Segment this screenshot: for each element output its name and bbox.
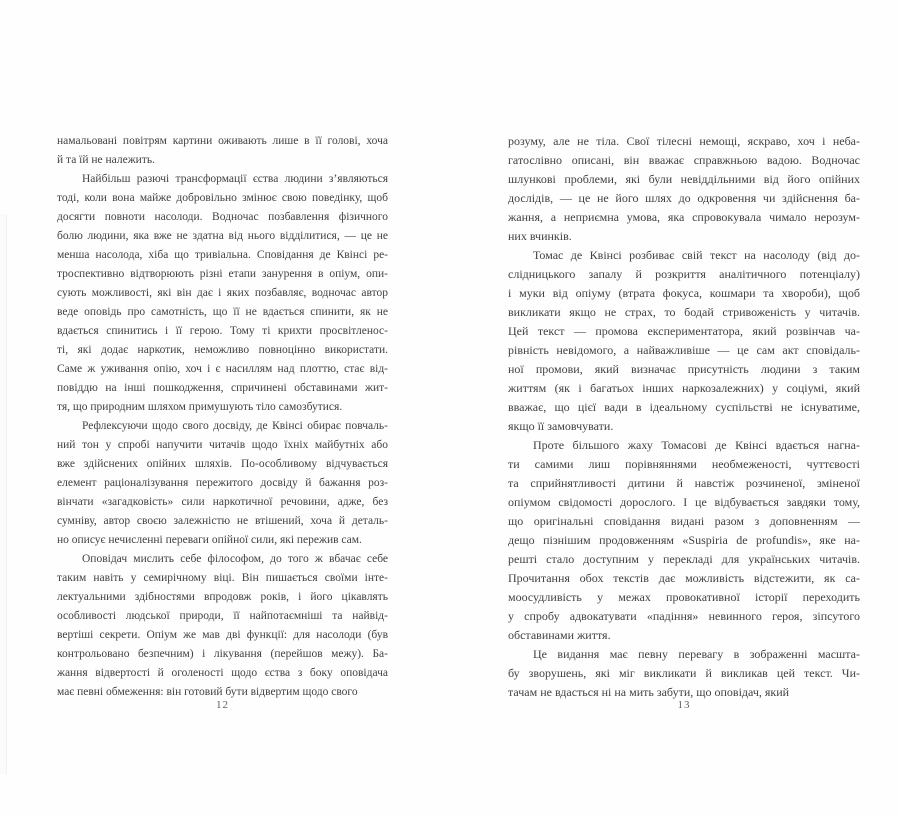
paragraph: [57, 550, 388, 702]
text-line: повіддю на інші пошкодження, спричинені обставинами жит-: [57, 382, 388, 394]
text-line: вертіші секрети. Опіум же мав дві функції: для насолоди (був: [57, 629, 388, 641]
paragraph: [57, 417, 388, 550]
paragraph: [508, 132, 860, 246]
paragraph: [57, 132, 388, 170]
text-line: Це видання має певну перевагу в зображенні масшта-: [533, 647, 860, 661]
text-line: вінчати «загадковість» сили наркотичної речовини, адже, без: [57, 496, 388, 508]
text-line: жання відвертості й оголеності щодо єства з боку оповідача: [57, 667, 388, 679]
paragraph: [508, 645, 860, 702]
text-line: й та їй не належить.: [57, 154, 155, 166]
text-line: вважає, що цієї вади в ідеальному суспільстві не існуватиме,: [508, 400, 860, 414]
text-line: Саме ж уживання опію, хоч і є насиллям над плоттю, стає від-: [57, 363, 388, 375]
text-line: досягти повноти насолоди. Водночас позбавлення фізичного: [57, 211, 388, 223]
text-line: бу зворушень, які міг викликати й викликав цей текст. Чи-: [508, 666, 860, 680]
text-line: Прочитання обох текстів дає можливість відстежити, як са-: [508, 571, 860, 585]
text-line: Проте більшого жаху Томасові де Квінсі вдається нагна-: [533, 438, 860, 452]
paragraph: [508, 436, 860, 645]
text-line: ної промови, який визначає присутність людини з таким: [508, 362, 860, 376]
text-line: жання, а неприємна умова, яка спровокувала чимало нерозум-: [508, 210, 860, 224]
text-line: Цей текст — промова експериментатора, який розвінчав ча-: [508, 324, 860, 338]
text-line: ті, які додає наркотик, неможливо повноцінно використати.: [57, 344, 388, 356]
text-line: особливості людської природи, її найпотаємніші та найвід-: [57, 610, 388, 622]
text-line: Рефлексуючи щодо свого досвіду, де Квінсі обирає повчаль-: [82, 420, 388, 432]
text-line: гатослівно описані, він вважає справжньою вадою. Водночас: [508, 153, 860, 167]
text-line: веде оповідь про самотність, що її не вдається спинити, як не: [57, 306, 388, 318]
paragraph: [508, 246, 860, 436]
text-line: і муки від опіуму (втрата фокуса, кошмари та хвороби), щоб: [508, 286, 860, 300]
text-line: тоді, коли вона майже добровільно змінює свою поведінку, щоб: [57, 192, 388, 204]
text-line: тачам не вдасться ні на мить забути, що оповідач, який: [508, 685, 790, 699]
text-line: сують можливості, які він дає і яких позбавляє, водночас автор: [57, 287, 388, 299]
text-line: контрольовано безпечним) і лікування (перейшов межу). Ба-: [57, 648, 388, 660]
text-line: решті стало доступним у перекладі для українських читачів.: [508, 552, 860, 566]
text-line: якщо її замовчувати.: [508, 419, 614, 433]
text-line: вже здійснених опійних шляхів. По-особливому відчувається: [57, 458, 388, 470]
text-line: опіумом свідомості дорослого. І це відбувається завдяки тому,: [508, 495, 860, 509]
text-line: троспективно відтворюють різні етапи занурення в опіум, опи-: [57, 268, 388, 280]
page-edge-shadow: [0, 214, 7, 774]
text-line: Томас де Квінсі розбиває свій текст на насолоду (від до-: [533, 248, 860, 262]
page-number-left: 12: [216, 699, 229, 711]
text-line: шлункові проблеми, які були невіддільними від його опійних: [508, 172, 860, 186]
text-line: лектуальними здібностями впродовж років, і його цікавлять: [57, 591, 388, 603]
text-line: ний тон у спробі напучити читачів щодо їхніх майбутніх або: [57, 439, 388, 451]
text-line: дослідів, — це не його шлях до одкровення чи здійснення ба-: [508, 191, 860, 205]
text-line: розуму, але не тіла. Свої тілесні немощі, яскраво, хоч і неба-: [508, 134, 860, 148]
text-line: що оригінальні сповідання видані разом з доповненням —: [508, 514, 860, 528]
text-line: викликати якщо не страх, то бодай стривоженість у читачів.: [508, 305, 860, 319]
text-line: вдається спинитись і її герою. Тому ті крихти просвітленос-: [57, 325, 388, 337]
text-line: таким навіть у семирічному віці. Він пишається своїми інте-: [57, 572, 388, 584]
text-line: рівність невідомого, а найважливіше — це сам акт сповідаль-: [508, 343, 860, 357]
text-line: тя, що природним шляхом примушують тіло самозбутися.: [57, 401, 343, 413]
text-line: дещо пізнішим продовженням «Suspiria de profundis», яке на-: [508, 533, 860, 547]
text-line: сумніву, автор своєю залежністю не втішений, хоча й деталь-: [57, 515, 388, 527]
text-line: та сприйнятливості дитини й навстіж розчиненої, зміненої: [508, 476, 860, 490]
text-line: слідницького запалу й розкриття аналітичного потенціалу): [508, 267, 860, 281]
text-line: елемент раціоналізування пережитого досвіду й бажання роз-: [57, 477, 388, 489]
text-line: Оповідач мислить себе філософом, до того ж вбачає себе: [82, 553, 388, 565]
text-line: Найбільш разючі трансформації єства людини з’являються: [82, 173, 388, 185]
text-line: болю людини, яка вже не здатна від нього відділитися, — це не: [57, 230, 388, 242]
text-line: но описує нечисленні переваги опійної сили, які пережив сам.: [57, 534, 362, 546]
text-line: них вчинків.: [508, 229, 572, 243]
text-line: життям (як і багатьох інших наркозалежних) у соціумі, який: [508, 381, 860, 395]
text-line: моосудливість у межах провокативної історії переходить: [508, 590, 860, 604]
page-right-text-block: [508, 132, 860, 702]
text-line: у спробу адвокатувати «падіння» невинного героя, зіпсутого: [508, 609, 860, 623]
text-line: ти самими лиш порівняннями необмеженості, чуттєвості: [508, 457, 860, 471]
page-left-text-block: [57, 132, 388, 702]
page-number-right: 13: [677, 699, 691, 711]
text-line: менша насолода, хіба що тривіальна. Сповідання де Квінсі ре-: [57, 249, 388, 261]
text-line: має певні обмеження: він готовий бути відвертим щодо свого: [57, 686, 358, 698]
paragraph: [57, 170, 388, 417]
text-line: намальовані повітрям картини оживають лише в її голові, хоча: [57, 135, 388, 147]
text-line: обставинами життя.: [508, 628, 611, 642]
